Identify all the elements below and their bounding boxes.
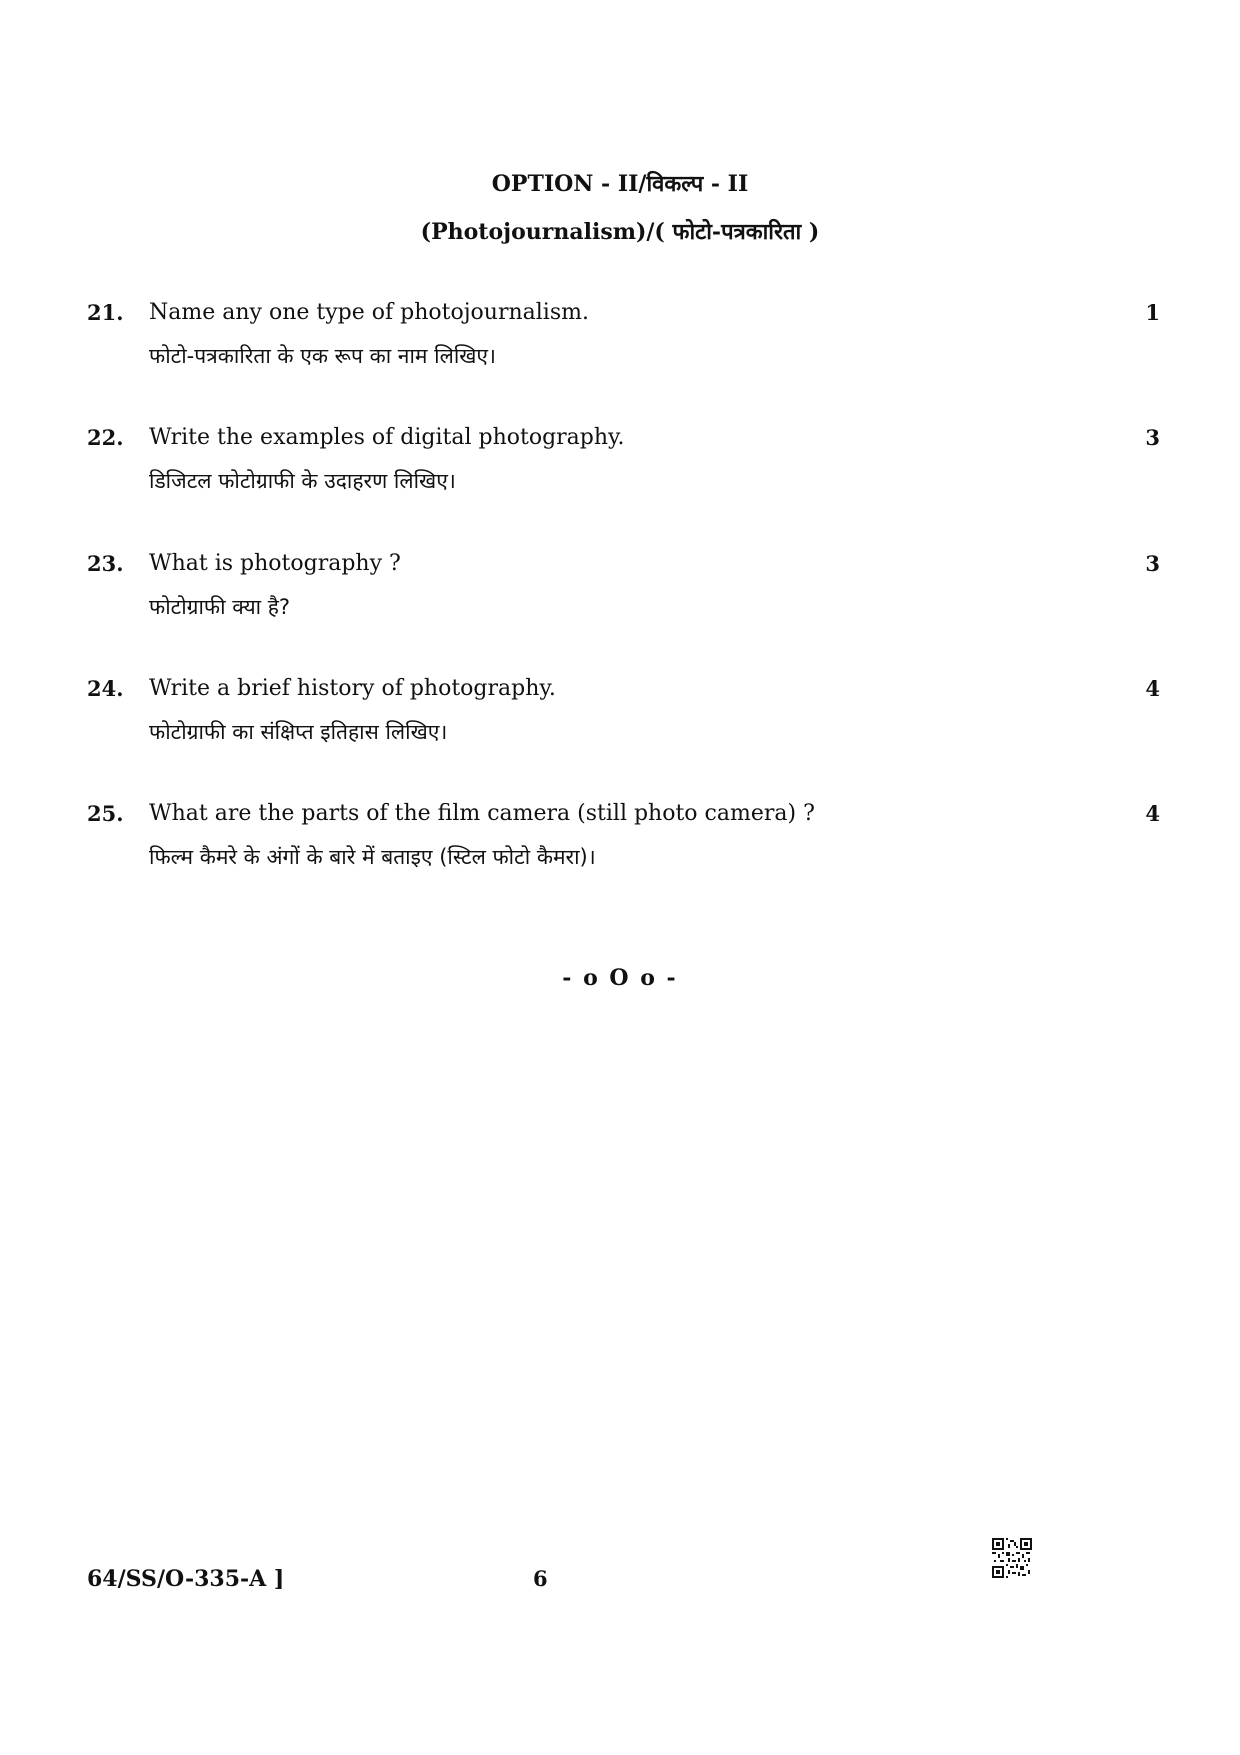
paper-code: 64/SS/O-335-A ] xyxy=(87,1566,285,1592)
question-text-hindi: फोटोग्राफी का संक्षिप्त इतिहास लिखिए। xyxy=(149,720,448,744)
question-number: 23. xyxy=(87,551,124,576)
question-text-english: What is photography ? xyxy=(149,551,401,576)
question-marks: 3 xyxy=(1145,425,1160,450)
question-number: 21. xyxy=(87,300,124,325)
question-text-english: What are the parts of the film camera (still photo camera) ? xyxy=(149,801,815,826)
question-text-hindi: फोटोग्राफी क्या है? xyxy=(149,595,291,619)
question-text-hindi: फोटो-पत्रकारिता के एक रूप का नाम लिखिए। xyxy=(149,344,497,368)
subject-heading: (Photojournalism)/( फोटो-पत्रकारिता ) xyxy=(420,219,820,245)
question-text-hindi: फिल्म कैमरे के अंगों के बारे में बताइए (स्टिल फोटो कैमरा)। xyxy=(149,845,596,869)
question-marks: 3 xyxy=(1145,551,1160,576)
option-heading: OPTION - II/विकल्प - II xyxy=(491,171,749,197)
question-text-hindi: डिजिटल फोटोग्राफी के उदाहरण लिखिए। xyxy=(149,469,456,493)
page-number: 6 xyxy=(533,1566,548,1591)
question-number: 25. xyxy=(87,801,124,826)
end-of-paper-marker: - o O o - xyxy=(562,965,678,991)
question-marks: 4 xyxy=(1145,676,1160,701)
question-marks: 4 xyxy=(1145,801,1160,826)
qr-code-icon xyxy=(992,1538,1032,1578)
question-text-english: Write the examples of digital photography. xyxy=(149,425,625,450)
question-text-english: Name any one type of photojournalism. xyxy=(149,300,589,325)
question-number: 22. xyxy=(87,425,124,450)
question-number: 24. xyxy=(87,676,124,701)
question-marks: 1 xyxy=(1145,300,1160,325)
question-text-english: Write a brief history of photography. xyxy=(149,676,556,701)
